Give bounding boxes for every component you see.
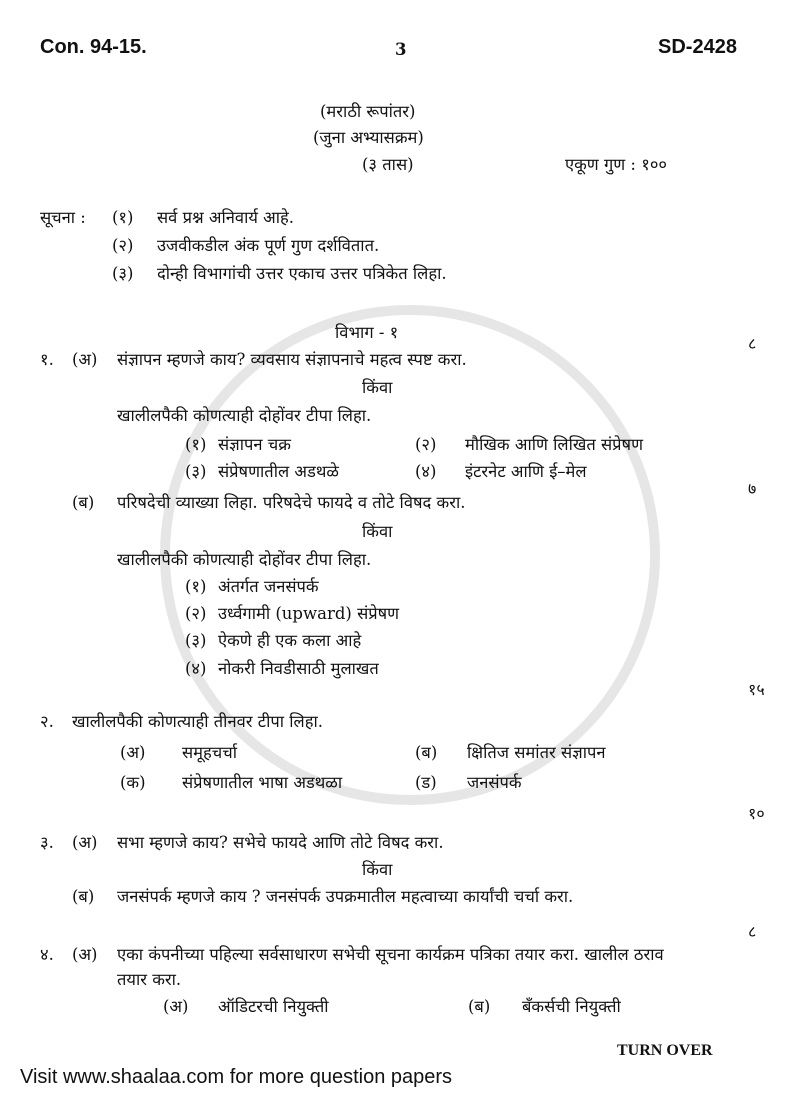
turn-over-label: TURN OVER <box>617 1042 713 1059</box>
section-heading: विभाग - १ <box>335 323 399 342</box>
total-marks: एकूण गुण : १०० <box>565 155 667 174</box>
or-label: किंवा <box>362 378 393 397</box>
q3b-label: (ब) <box>72 887 95 906</box>
item-number: (४) <box>185 659 207 678</box>
item-text: जनसंपर्क <box>467 773 522 792</box>
q1a-alt: खालीलपैकी कोणत्याही दोहोंवर टीपा लिहा. <box>117 406 372 425</box>
q1b-alt: खालीलपैकी कोणत्याही दोहोंवर टीपा लिहा. <box>117 550 372 569</box>
q1a-text: संज्ञापन म्हणजे काय? व्यवसाय संज्ञापनाचे महत्व स्पष्ट करा. <box>117 350 467 369</box>
marks-q4: ८ <box>748 922 757 941</box>
item-number: (२) <box>415 435 437 454</box>
page-number: 3 <box>395 40 407 59</box>
marks-q1a: ८ <box>748 334 757 353</box>
instructions-label: सूचना : <box>40 208 86 227</box>
q1b-text: परिषदेची व्याख्या लिहा. परिषदेचे फायदे व तोटे विषद करा. <box>117 493 466 512</box>
item-text: ऑडिटरची नियुक्ती <box>218 997 329 1016</box>
item-number: (२) <box>185 604 207 623</box>
instruction-text: उजवीकडील अंक पूर्ण गुण दर्शवितात. <box>157 236 380 255</box>
q3-number: ३. <box>40 833 54 852</box>
or-label: किंवा <box>362 522 393 541</box>
item-text: समूहचर्चा <box>182 743 238 762</box>
item-text: उर्ध्वगामी (upward) संप्रेषण <box>218 604 400 623</box>
item-text: ऐकणे ही एक कला आहे <box>218 631 362 650</box>
q2-number: २. <box>40 712 54 731</box>
item-text: अंतर्गत जनसंपर्क <box>218 577 319 596</box>
item-text: नोकरी निवडीसाठी मुलाखत <box>218 659 379 678</box>
syllabus-label: (जुना अभ्यासक्रम) <box>313 128 424 147</box>
q1a-label: (अ) <box>72 350 98 369</box>
instruction-number: (२) <box>112 236 134 255</box>
item-number: (क) <box>120 773 146 792</box>
q4a-text: एका कंपनीच्या पहिल्या सर्वसाधारण सभेची सूचना कार्यक्रम पत्रिका तयार करा. खालील ठराव <box>117 945 664 964</box>
item-number: (ड) <box>415 773 437 792</box>
marks-q2: १५ <box>748 680 765 699</box>
item-number: (४) <box>415 462 437 481</box>
q4a-label: (अ) <box>72 945 98 964</box>
item-text: इंटरनेट आणि ई–मेल <box>465 462 587 481</box>
item-number: (ब) <box>468 997 491 1016</box>
q3a-text: सभा म्हणजे काय? सभेचे फायदे आणि तोटे विषद करा. <box>117 833 444 852</box>
instruction-number: (१) <box>112 208 134 227</box>
item-text: संप्रेषणातील अडथळे <box>218 462 339 481</box>
q3a-label: (अ) <box>72 833 98 852</box>
item-number: (३) <box>185 631 207 650</box>
or-label: किंवा <box>362 860 393 879</box>
instruction-number: (३) <box>112 264 134 283</box>
q4-number: ४. <box>40 945 54 964</box>
q1b-label: (ब) <box>72 493 95 512</box>
duration-label: (३ तास) <box>362 155 414 174</box>
marks-q3: १० <box>748 804 765 823</box>
instruction-text: दोन्ही विभागांची उत्तर एकाच उत्तर पत्रिकेत लिहा. <box>157 264 447 283</box>
item-number: (१) <box>185 577 207 596</box>
item-number: (अ) <box>163 997 189 1016</box>
instruction-text: सर्व प्रश्न अनिवार्य आहे. <box>157 208 295 227</box>
item-number: (३) <box>185 462 207 481</box>
item-text: संप्रेषणातील भाषा अडथळा <box>182 773 343 792</box>
q2-text: खालीलपैकी कोणत्याही तीनवर टीपा लिहा. <box>72 712 323 731</box>
marks-q1b: ७ <box>748 479 757 498</box>
item-number: (ब) <box>415 743 438 762</box>
item-text: संज्ञापन चक्र <box>218 435 291 454</box>
exam-code: Con. 94-15. <box>40 36 147 58</box>
footer-text: Visit www.shaalaa.com for more question papers <box>20 1066 453 1088</box>
paper-code: SD-2428 <box>658 36 737 58</box>
item-text: मौखिक आणि लिखित संप्रेषण <box>465 435 644 454</box>
item-number: (१) <box>185 435 207 454</box>
q3b-text: जनसंपर्क म्हणजे काय ? जनसंपर्क उपक्रमातील महत्वाच्या कार्यांची चर्चा करा. <box>117 887 574 906</box>
q4a-text-cont: तयार करा. <box>117 970 182 989</box>
q1-number: १. <box>40 350 54 369</box>
item-text: बँकर्सची नियुक्ती <box>522 997 621 1016</box>
item-text: क्षितिज समांतर संज्ञापन <box>467 743 606 762</box>
version-label: (मराठी रूपांतर) <box>320 102 416 121</box>
item-number: (अ) <box>120 743 146 762</box>
